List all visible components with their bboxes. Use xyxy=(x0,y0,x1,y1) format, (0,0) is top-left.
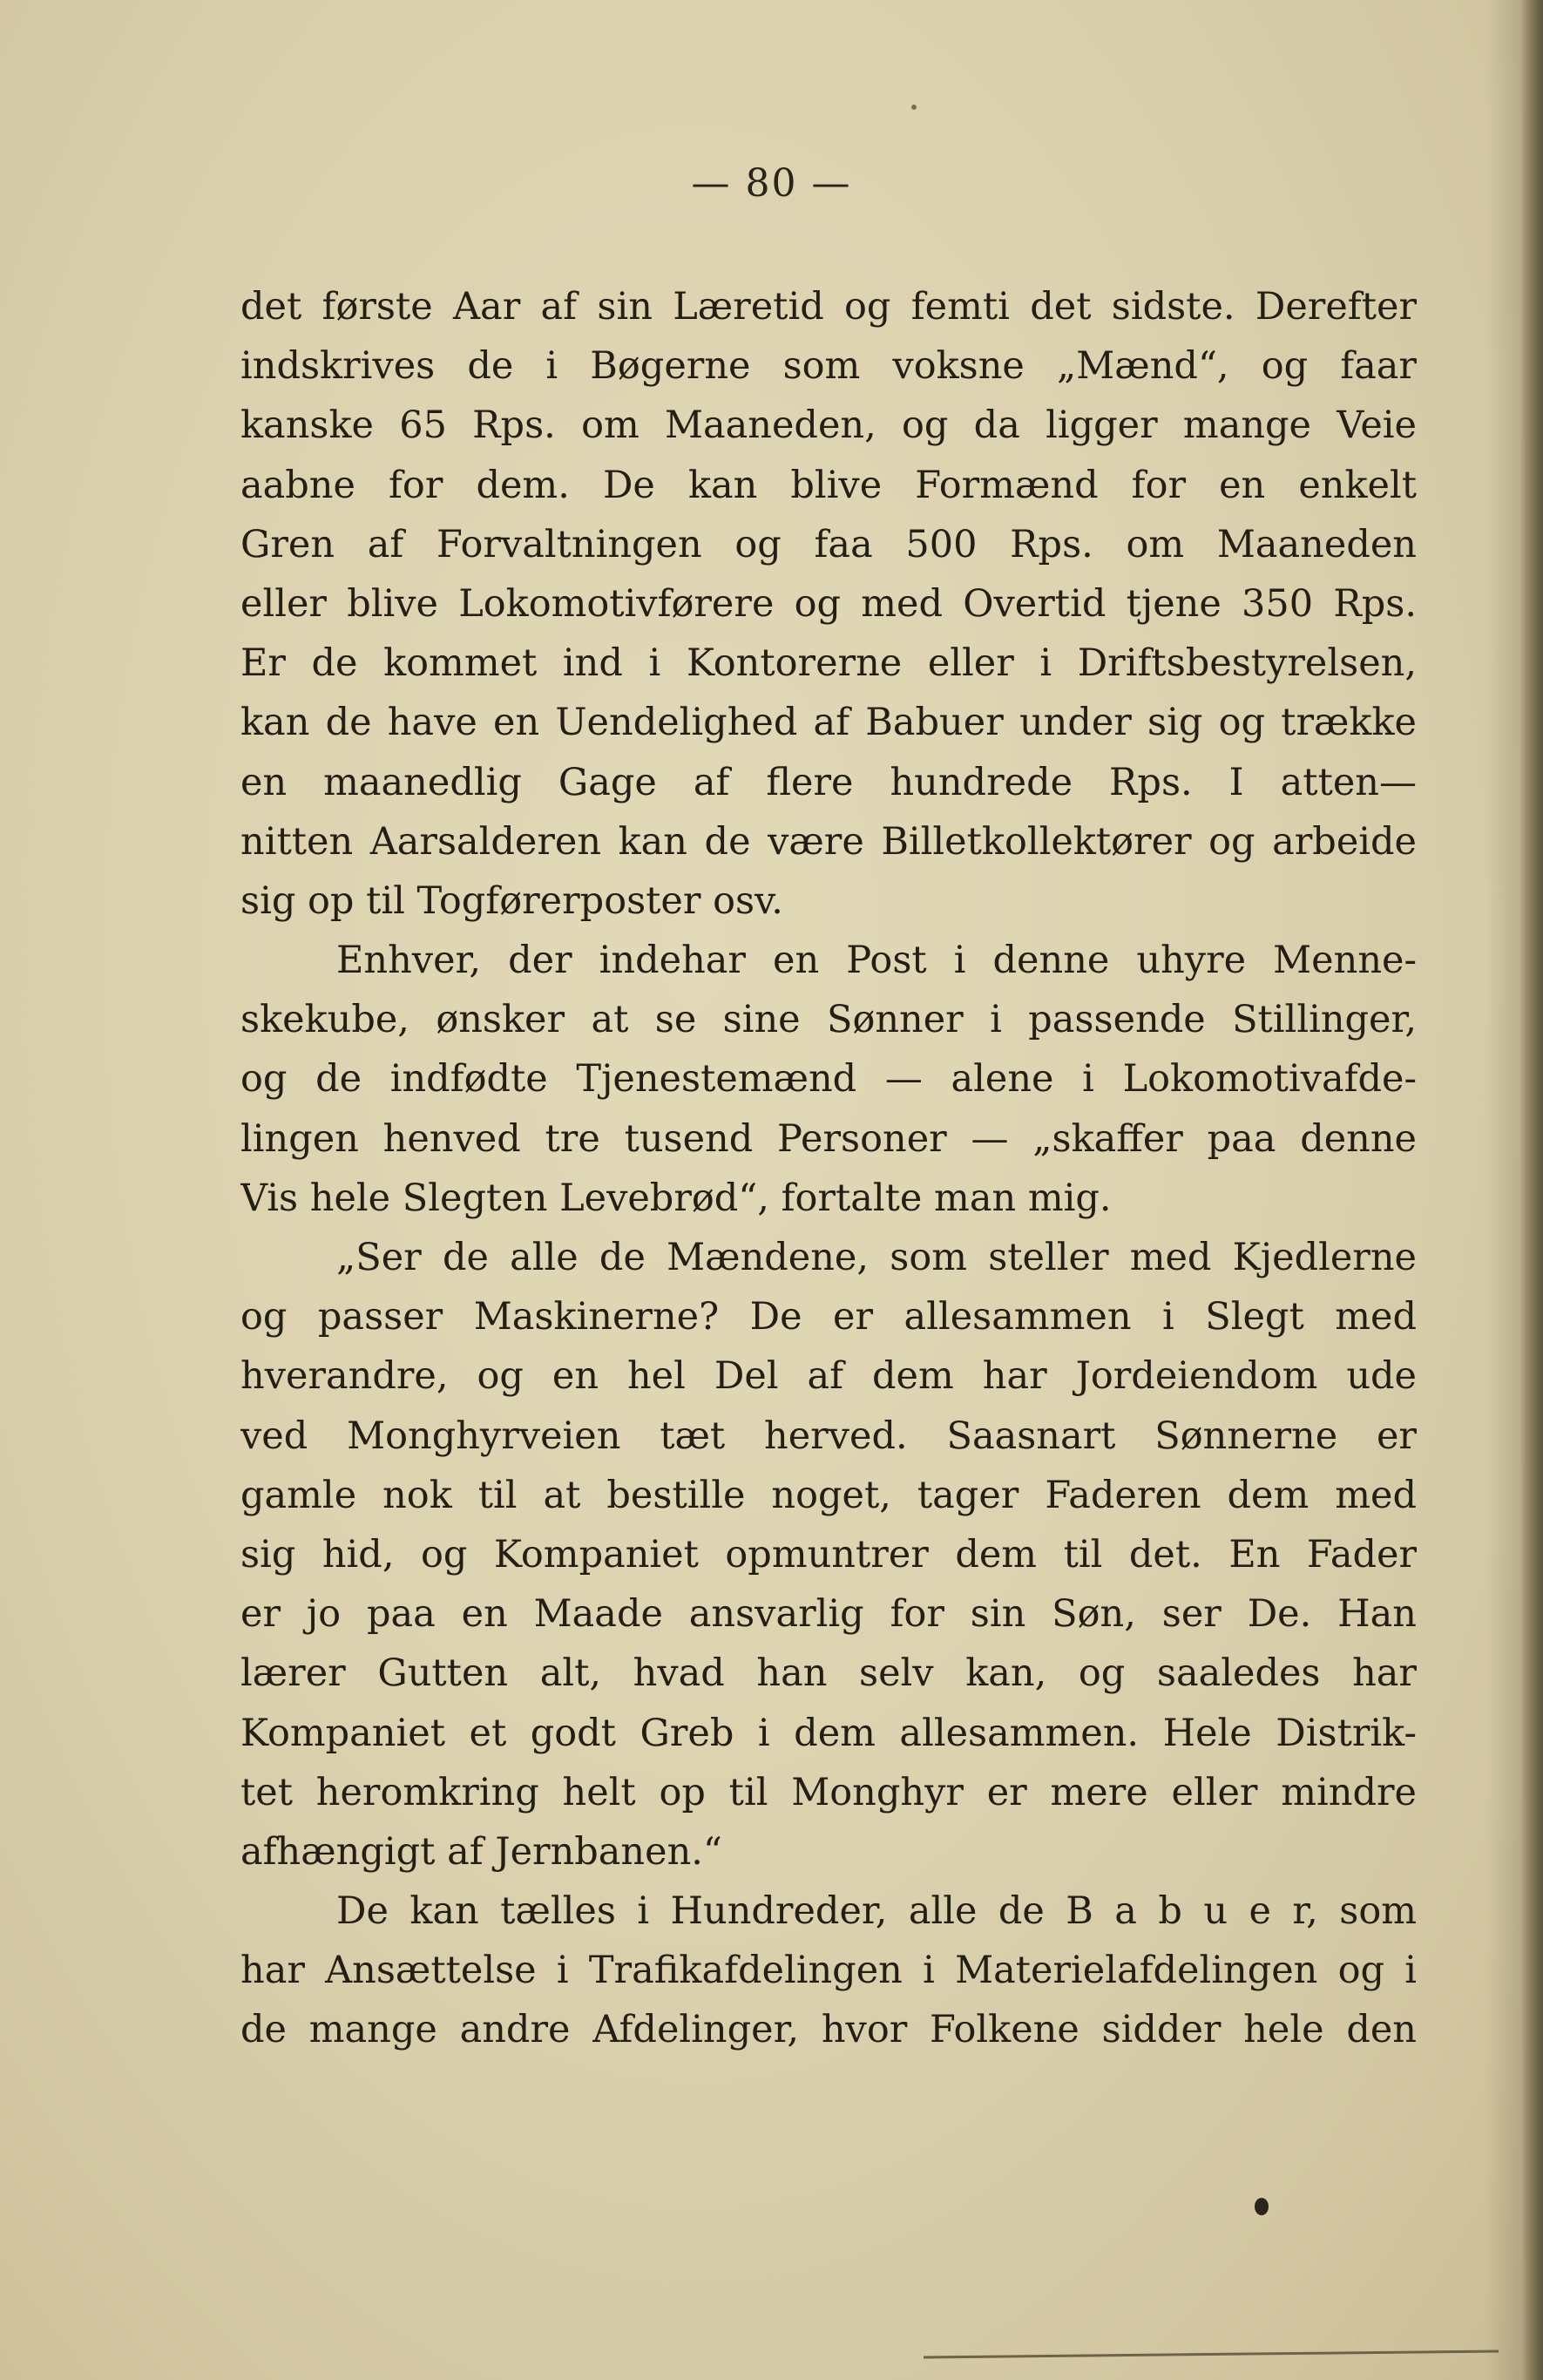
text-line: lærer Gutten alt, hvad han selv kan, og saaledes har xyxy=(240,1651,1417,1696)
text-line: og passer Maskinerne? De er allesammen i Slegt med xyxy=(240,1295,1417,1339)
text-line: hverandre, og en hel Del af dem har Jordeiendom ude xyxy=(240,1354,1417,1399)
text-line: sig op til Togførerposter osv. xyxy=(240,878,783,923)
body-text xyxy=(240,277,1417,2060)
text-line: kan de have en Uendelighed af Babuer under sig og trække xyxy=(240,701,1417,745)
text-line: tet heromkring helt op til Monghyr er mere eller mindre xyxy=(240,1770,1417,1814)
text-line: Er de kommet ind i Kontorerne eller i Driftsbestyrelsen, xyxy=(240,641,1417,686)
text-line: det første Aar af sin Læretid og femti det sidste. Derefter xyxy=(240,285,1417,329)
text-line: kanske 65 Rps. om Maaneden, og da ligger mange Veie xyxy=(240,403,1417,448)
text-line: De kan tælles i Hundreder, alle de B a b u e r, som xyxy=(336,1889,1417,1934)
text-line: sig hid, og Kompaniet opmuntrer dem til det. En Fader xyxy=(240,1532,1417,1576)
paper-speck xyxy=(911,105,917,110)
ink-spot xyxy=(1255,2198,1269,2215)
text-line: Kompaniet et godt Greb i dem allesammen. Hele Distrik- xyxy=(240,1711,1417,1755)
text-line: aabne for dem. De kan blive Formænd for en enkelt xyxy=(240,463,1417,507)
text-line: indskrives de i Bøgerne som voksne „Mænd“, og faar xyxy=(240,344,1417,389)
text-line: en maanedlig Gage af flere hundrede Rps. I atten— xyxy=(240,760,1417,804)
text-line: og de indfødte Tjenestemænd — alene i Lokomotivafde- xyxy=(240,1057,1417,1102)
text-line: de mange andre Afdelinger, hvor Folkene sidder hele den xyxy=(240,2008,1417,2052)
text-line: Vis hele Slegten Levebrød“, fortalte man mig. xyxy=(240,1176,1112,1220)
book-spine xyxy=(1520,0,1543,2380)
text-line: gamle nok til at bestille noget, tager Faderen dem med xyxy=(240,1473,1417,1517)
text-line: er jo paa en Maade ansvarlig for sin Søn, ser De. Han xyxy=(240,1592,1417,1637)
text-line: skekube, ønsker at se sine Sønner i passende Stillinger, xyxy=(240,998,1417,1042)
page-bottom-edge xyxy=(924,2350,1499,2359)
text-line: afhængigt af Jernbanen.“ xyxy=(240,1829,722,1874)
text-line: „Ser de alle de Mændene, som steller med Kjedlerne xyxy=(336,1236,1417,1279)
text-line: Enhver, der indehar en Post i denne uhyre Menne- xyxy=(336,939,1417,983)
text-line: ved Monghyrveien tæt herved. Saasnart Sønnerne er xyxy=(240,1414,1417,1458)
text-line: lingen henved tre tusend Personer — „skaffer paa denne xyxy=(240,1116,1417,1161)
text-line: eller blive Lokomotivførere og med Overtid tjene 350 Rps. xyxy=(240,581,1417,626)
text-line: har Ansættelse i Trafikafdelingen i Materielafdelingen og i xyxy=(240,1949,1417,1993)
text-line: Gren af Forvaltningen og faa 500 Rps. om Maaneden xyxy=(240,522,1417,566)
text-line: nitten Aarsalderen kan de være Billetkollektører og arbeide xyxy=(240,819,1417,864)
page-number: — 80 — xyxy=(691,161,852,206)
spine-shadow xyxy=(1485,0,1520,2380)
